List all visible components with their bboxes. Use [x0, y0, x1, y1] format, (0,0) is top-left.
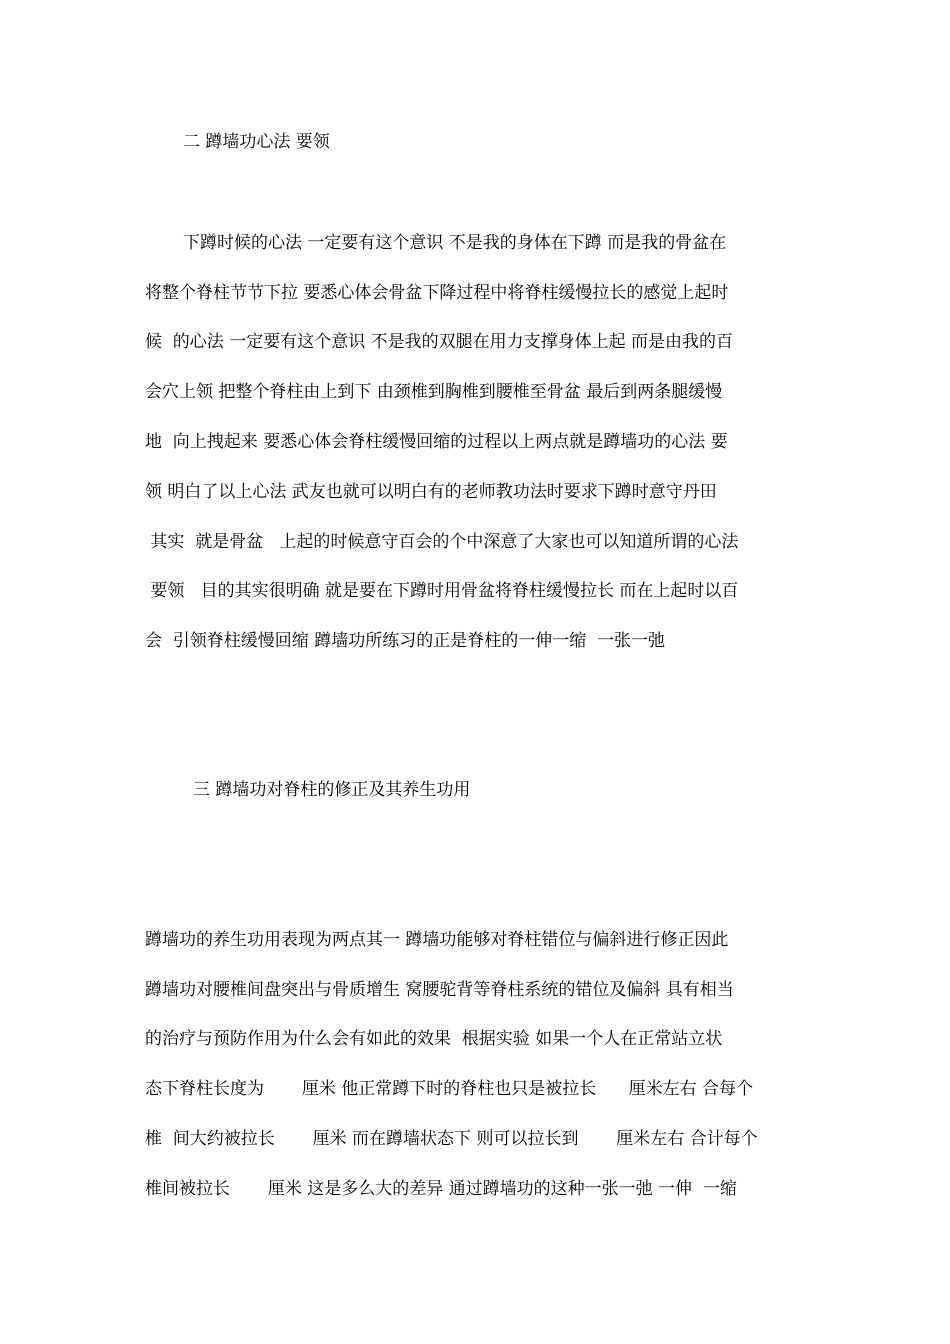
section-2-heading: 二 蹲墙功心法 要领 [183, 132, 330, 152]
section-3-heading: 三 蹲墙功对脊柱的修正及其养生功用 [193, 780, 471, 800]
section-2-line: 下蹲时候的心法 一定要有这个意识 不是我的身体在下蹲 而是我的骨盆在 [183, 233, 727, 253]
section-3-line: 蹲墙功的养生功用表现为两点其一 蹲墙功能够对脊柱错位与偏斜进行修正因此 [145, 930, 729, 950]
section-3-line: 的治疗与预防作用为什么会有如此的效果 根据实验 如果一个人在正常站立状 [145, 1029, 723, 1049]
section-2-line: 其实 就是骨盆 上起的时候意守百会的个中深意了大家也可以知道所谓的心法 [145, 532, 739, 552]
section-2-line: 候 的心法 一定要有这个意识 不是我的双腿在用力支撑身体上起 而是由我的百 [145, 332, 734, 352]
section-2-line: 将整个脊柱节节下拉 要悉心体会骨盆下降过程中将脊柱缓慢拉长的感觉上起时 [145, 283, 729, 303]
section-2-line: 要领 目的其实很明确 就是要在下蹲时用骨盆将脊柱缓慢拉长 而在上起时以百 [145, 581, 739, 601]
section-3-line: 蹲墙功对腰椎间盘突出与骨质增生 窝腰驼背等脊柱系统的错位及偏斜 具有相当 [145, 980, 734, 1000]
section-2-line: 会 引领脊柱缓慢回缩 蹲墙功所练习的正是脊柱的一伸一缩 一张一弛 [145, 631, 666, 651]
section-3-line: 态下脊柱长度为 厘米 他正常蹲下时的脊柱也只是被拉长 厘米左右 合每个 [145, 1079, 754, 1099]
section-3-line: 椎 间大约被拉长 厘米 而在蹲墙状态下 则可以拉长到 厘米左右 合计每个 [145, 1129, 758, 1149]
section-2-line: 领 明白了以上心法 武友也就可以明白有的老师教功法时要求下蹲时意守丹田 [145, 482, 717, 502]
section-2-line: 会穴上领 把整个脊柱由上到下 由颈椎到胸椎到腰椎至骨盆 最后到两条腿缓慢 [145, 382, 723, 402]
section-3-line: 椎间被拉长 厘米 这是多么大的差异 通过蹲墙功的这种一张一弛 一伸 一缩 [145, 1179, 737, 1199]
section-2-line: 地 向上拽起来 要悉心体会脊柱缓慢回缩的过程以上两点就是蹲墙功的心法 要 [145, 432, 728, 452]
